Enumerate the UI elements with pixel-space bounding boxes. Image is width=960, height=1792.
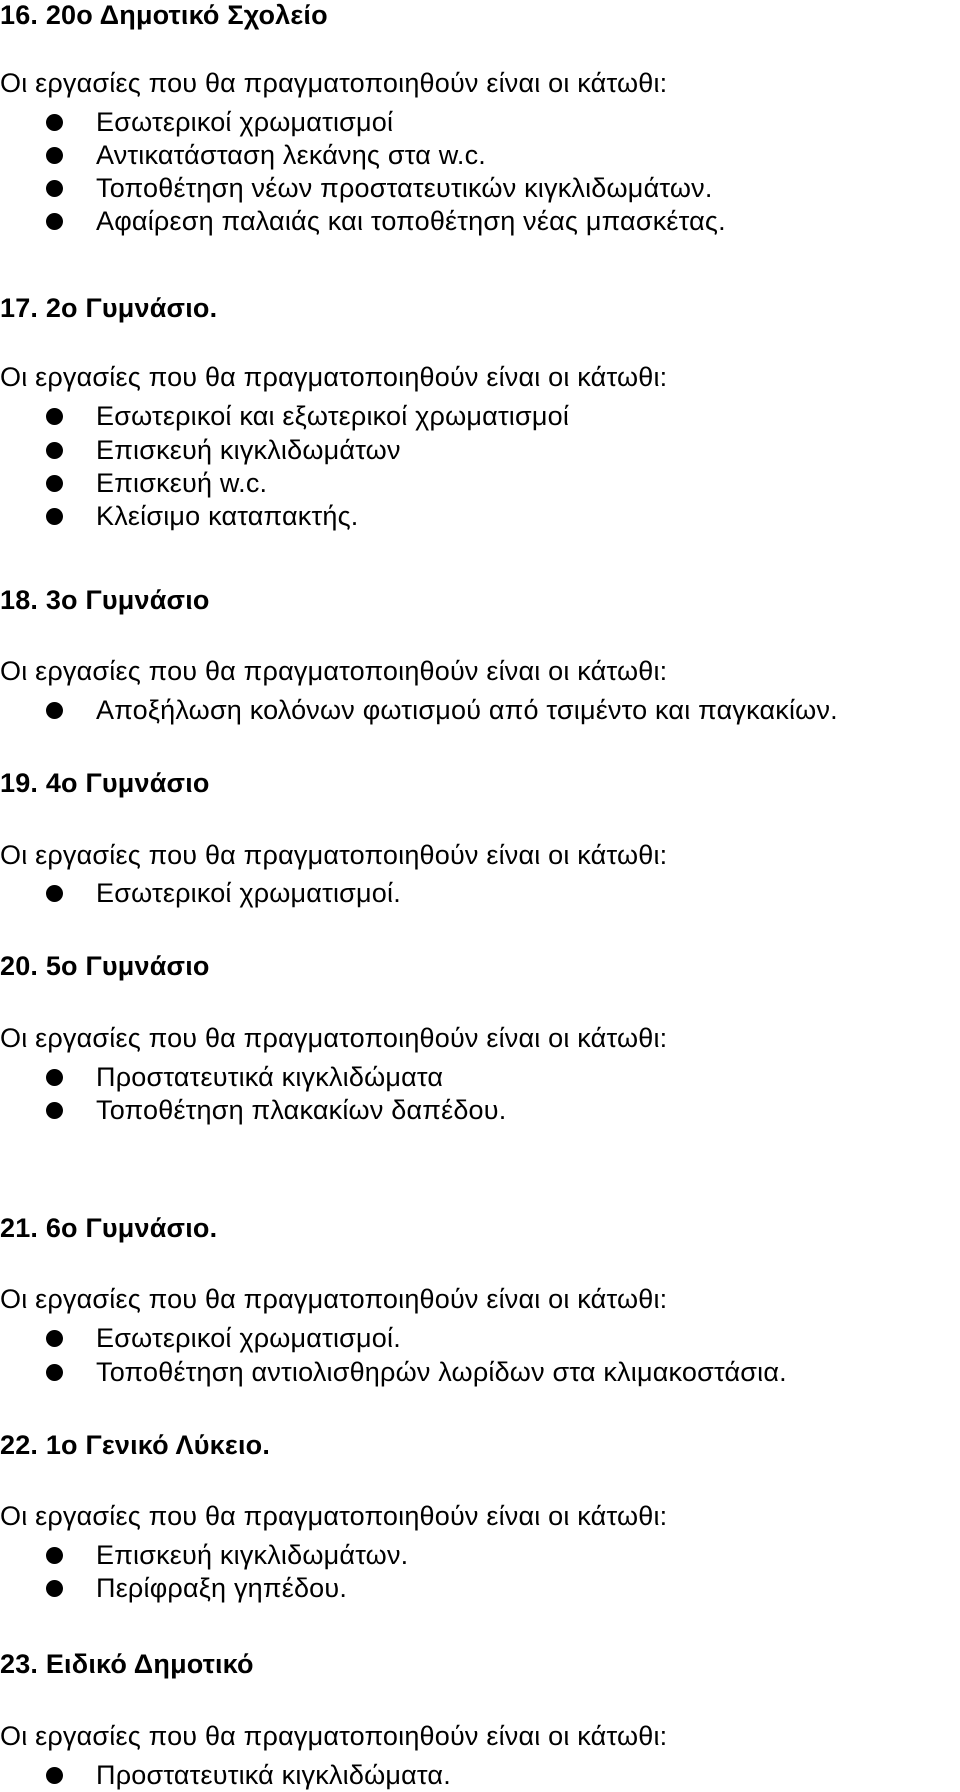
list-item: Προστατευτικά κιγκλιδώματα <box>96 1062 444 1092</box>
bullet-icon <box>46 1330 63 1347</box>
section-heading: 19. 4ο Γυμνάσιο <box>0 768 210 798</box>
section-heading: 21. 6ο Γυμνάσιο. <box>0 1213 218 1243</box>
section-heading: 16. 20ο Δημοτικό Σχολείο <box>0 0 328 30</box>
section-heading: 18. 3ο Γυμνάσιο <box>0 585 210 615</box>
bullet-icon <box>46 1547 63 1564</box>
section-intro: Οι εργασίες που θα πραγματοποιηθούν είναι οι κάτωθι: <box>0 656 668 686</box>
list-item: Επισκευή κιγκλιδωμάτων. <box>96 1540 409 1570</box>
bullet-icon <box>46 1364 63 1381</box>
section-heading: 17. 2ο Γυμνάσιο. <box>0 293 218 323</box>
bullet-icon <box>46 508 63 525</box>
bullet-icon <box>46 114 63 131</box>
list-item: Περίφραξη γηπέδου. <box>96 1573 348 1603</box>
list-item: Εσωτερικοί χρωματισμοί. <box>96 878 401 908</box>
section-intro: Οι εργασίες που θα πραγματοποιηθούν είναι οι κάτωθι: <box>0 1721 668 1751</box>
bullet-icon <box>46 408 63 425</box>
list-item: Αφαίρεση παλαιάς και τοποθέτηση νέας μπασκέτας. <box>96 206 726 236</box>
list-item: Αντικατάσταση λεκάνης στα w.c. <box>96 140 487 170</box>
section-intro: Οι εργασίες που θα πραγματοποιηθούν είναι οι κάτωθι: <box>0 1023 668 1053</box>
section-heading: 23. Ειδικό Δημοτικό <box>0 1649 254 1679</box>
list-item: Τοποθέτηση νέων προστατευτικών κιγκλιδωμάτων. <box>96 173 713 203</box>
list-item: Κλείσιμο καταπακτής. <box>96 501 359 531</box>
section-intro: Οι εργασίες που θα πραγματοποιηθούν είναι οι κάτωθι: <box>0 1501 668 1531</box>
bullet-icon <box>46 702 63 719</box>
list-item: Τοποθέτηση πλακακίων δαπέδου. <box>96 1095 507 1125</box>
bullet-icon <box>46 1580 63 1597</box>
section-intro: Οι εργασίες που θα πραγματοποιηθούν είναι οι κάτωθι: <box>0 1284 668 1314</box>
bullet-icon <box>46 1102 63 1119</box>
bullet-icon <box>46 1767 63 1784</box>
section-intro: Οι εργασίες που θα πραγματοποιηθούν είναι οι κάτωθι: <box>0 68 668 98</box>
list-item: Αποξήλωση κολόνων φωτισμού από τσιμέντο και παγκακίων. <box>96 695 838 725</box>
list-item: Εσωτερικοί χρωματισμοί. <box>96 1323 401 1353</box>
bullet-icon <box>46 180 63 197</box>
section-intro: Οι εργασίες που θα πραγματοποιηθούν είναι οι κάτωθι: <box>0 840 668 870</box>
list-item: Επισκευή κιγκλιδωμάτων <box>96 435 401 465</box>
list-item: Εσωτερικοί χρωματισμοί <box>96 107 394 137</box>
list-item: Επισκευή w.c. <box>96 468 268 498</box>
bullet-icon <box>46 442 63 459</box>
bullet-icon <box>46 885 63 902</box>
bullet-icon <box>46 1069 63 1086</box>
bullet-icon <box>46 147 63 164</box>
section-heading: 20. 5ο Γυμνάσιο <box>0 951 210 981</box>
bullet-icon <box>46 475 63 492</box>
list-item: Προστατευτικά κιγκλιδώματα. <box>96 1760 451 1790</box>
list-item: Τοποθέτηση αντιολισθηρών λωρίδων στα κλιμακοστάσια. <box>96 1357 787 1387</box>
section-heading: 22. 1ο Γενικό Λύκειο. <box>0 1430 271 1460</box>
list-item: Εσωτερικοί και εξωτερικοί χρωματισμοί <box>96 401 570 431</box>
section-intro: Οι εργασίες που θα πραγματοποιηθούν είναι οι κάτωθι: <box>0 362 668 392</box>
bullet-icon <box>46 213 63 230</box>
